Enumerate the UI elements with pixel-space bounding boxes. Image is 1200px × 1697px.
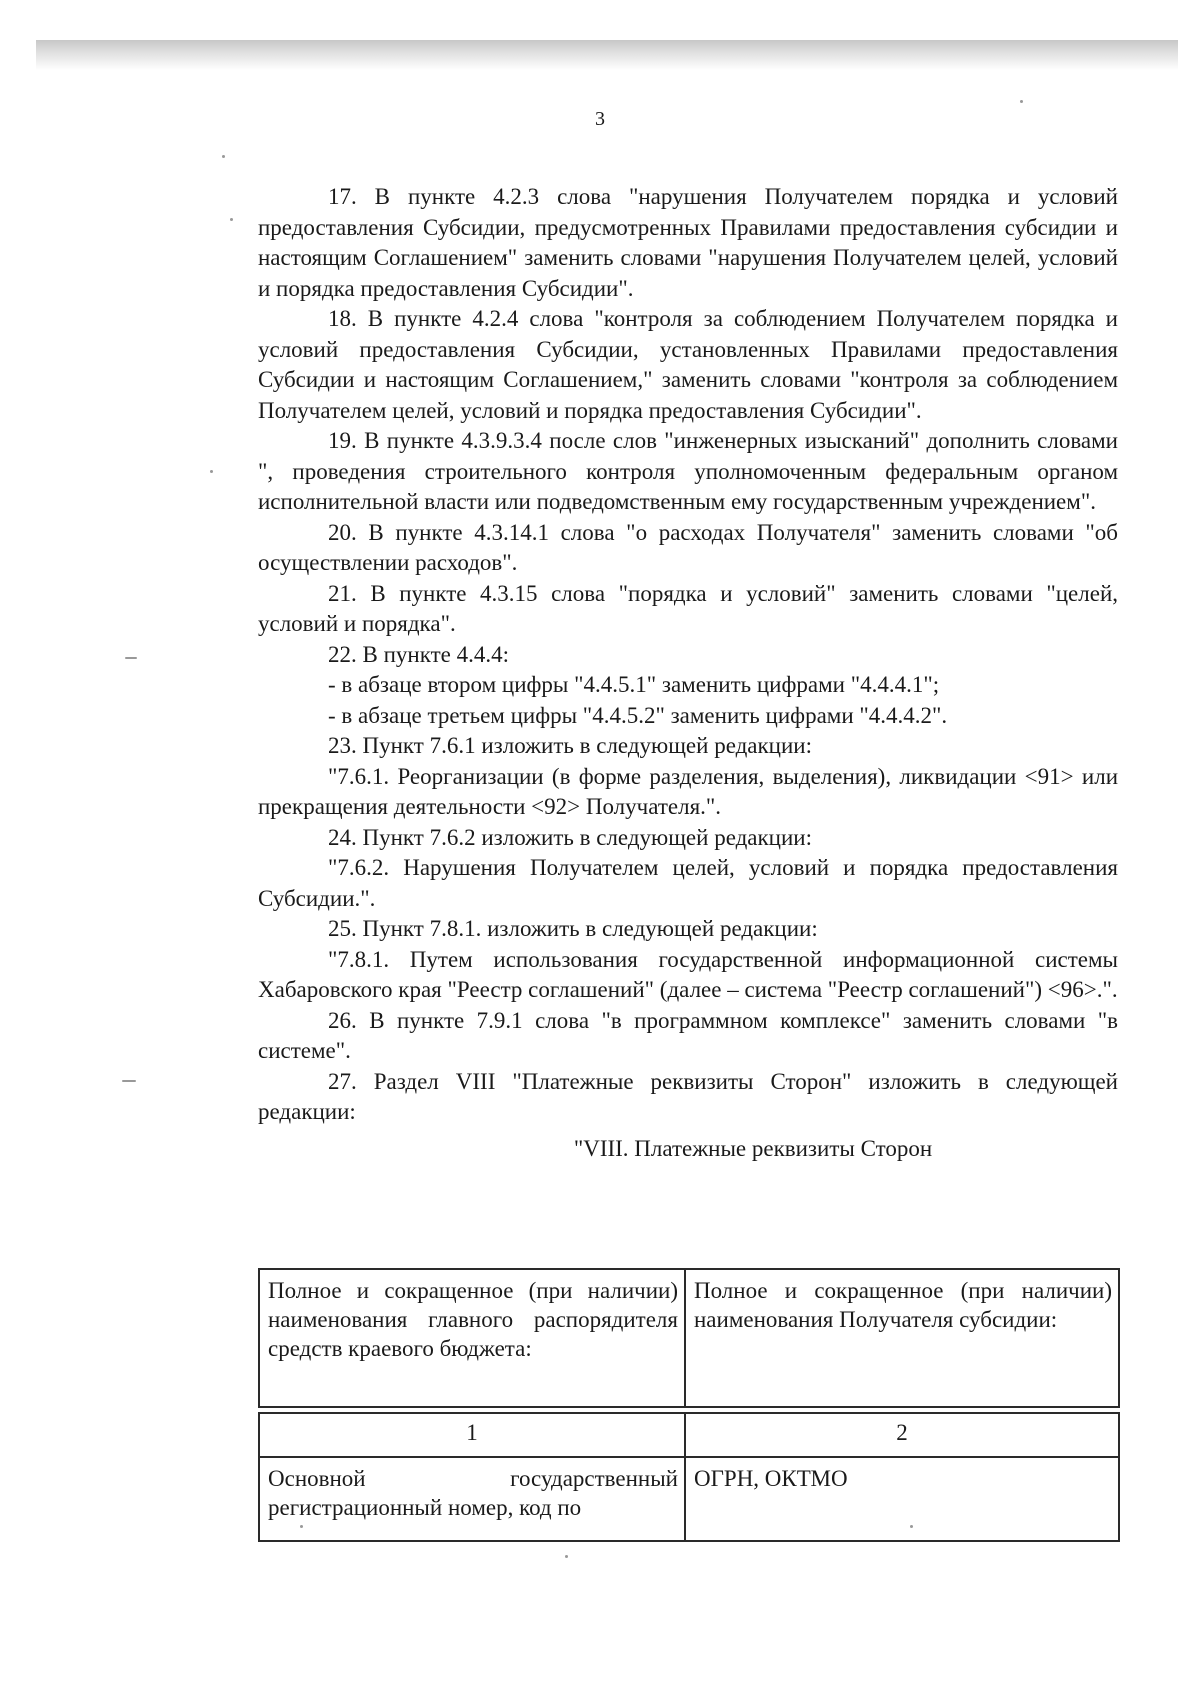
- paragraph-17: 17. В пункте 4.2.3 слова "нарушения Получателем порядка и условий предоставления Субсидии, предусмотренных Правилами предоставления субсидии и настоящим Соглашением" заменить словами "нарушения Получателем целей, условий и порядка предоставления Субсидии".: [258, 184, 1118, 301]
- paragraph-26: 26. В пункте 7.9.1 слова "в программном комплексе" заменить словами "в системе".: [258, 1007, 1118, 1063]
- paragraph-25: 25. Пункт 7.8.1. изложить в следующей редакции:: [328, 916, 818, 941]
- table-header-row: [259, 1269, 1119, 1407]
- table-cell: ОГРН, ОКТМО: [685, 1457, 1119, 1541]
- paragraph-22-item-1: - в абзаце втором цифры "4.4.5.1" заменить цифрами "4.4.4.1";: [328, 672, 940, 697]
- scan-speck: [210, 470, 213, 473]
- scan-speck: [122, 1080, 136, 1082]
- paragraph-19: 19. В пункте 4.3.9.3.4 после слов "инженерных изысканий" дополнить словами ", проведения строительного контроля уполномоченным федеральным органом исполнительной власти или подведомственным ему государственным учреждением".: [258, 428, 1118, 514]
- table-column-number-row: [259, 1413, 1119, 1457]
- payment-requisites-table: [258, 1268, 1120, 1542]
- scan-speck: [565, 1555, 568, 1558]
- section-heading: "VIII. Платежные реквизиты Сторон: [573, 1135, 933, 1161]
- scan-speck: [222, 155, 225, 158]
- scan-speck: [300, 1525, 303, 1528]
- scan-speck: [230, 218, 233, 221]
- paragraph-18: 18. В пункте 4.2.4 слова "контроля за соблюдением Получателем порядка и условий предоставления Субсидии, установленных Правилами предоставления Субсидии и настоящим Соглашением," заменить словами "контроля за соблюдением Получателем целей, условий и порядка предоставления Субсидии".: [258, 306, 1118, 423]
- document-body: [258, 182, 1118, 1164]
- table-cell: Основной государственный регистрационный номер, код по: [259, 1457, 685, 1541]
- scan-speck: [125, 657, 137, 659]
- page-number: 3: [595, 108, 605, 130]
- paragraph-25-quote: "7.8.1. Путем использования государственной информационной системы Хабаровского края "Реестр соглашений" (далее – система "Реестр соглашений") <96>.".: [258, 946, 1118, 1002]
- paragraph-20: 20. В пункте 4.3.14.1 слова "о расходах Получателя" заменить словами "об осуществлении расходов".: [258, 519, 1118, 575]
- paragraph-24-quote: "7.6.2. Нарушения Получателем целей, условий и порядка предоставления Субсидии.".: [258, 855, 1118, 911]
- scan-edge-shadow: [36, 40, 1178, 70]
- table-header-cell: Полное и сокращенное (при наличии) наименования Получателя субсидии:: [685, 1269, 1119, 1407]
- paragraph-27: 27. Раздел VIII "Платежные реквизиты Сторон" изложить в следующей редакции:: [258, 1068, 1118, 1124]
- table-column-number: 1: [259, 1413, 685, 1457]
- table-header-cell: Полное и сокращенное (при наличии) наименования главного распорядителя средств краевого бюджета:: [259, 1269, 685, 1407]
- paragraph-23-quote: "7.6.1. Реорганизации (в форме разделения, выделения), ликвидации <91> или прекращения деятельности <92> Получателя.".: [258, 763, 1118, 819]
- table-row: [259, 1457, 1119, 1541]
- table-column-number: 2: [685, 1413, 1119, 1457]
- scan-speck: [910, 1525, 913, 1528]
- paragraph-22-item-2: - в абзаце третьем цифры "4.4.5.2" заменить цифрами "4.4.4.2".: [328, 702, 948, 728]
- paragraph-21: 21. В пункте 4.3.15 слова "порядка и условий" заменить словами "целей, условий и порядка".: [258, 580, 1118, 636]
- paragraph-22: 22. В пункте 4.4.4:: [328, 641, 509, 667]
- paragraph-24: 24. Пункт 7.6.2 изложить в следующей редакции:: [328, 824, 812, 850]
- paragraph-23: 23. Пункт 7.6.1 изложить в следующей редакции:: [328, 733, 812, 758]
- scan-speck: [1020, 100, 1023, 103]
